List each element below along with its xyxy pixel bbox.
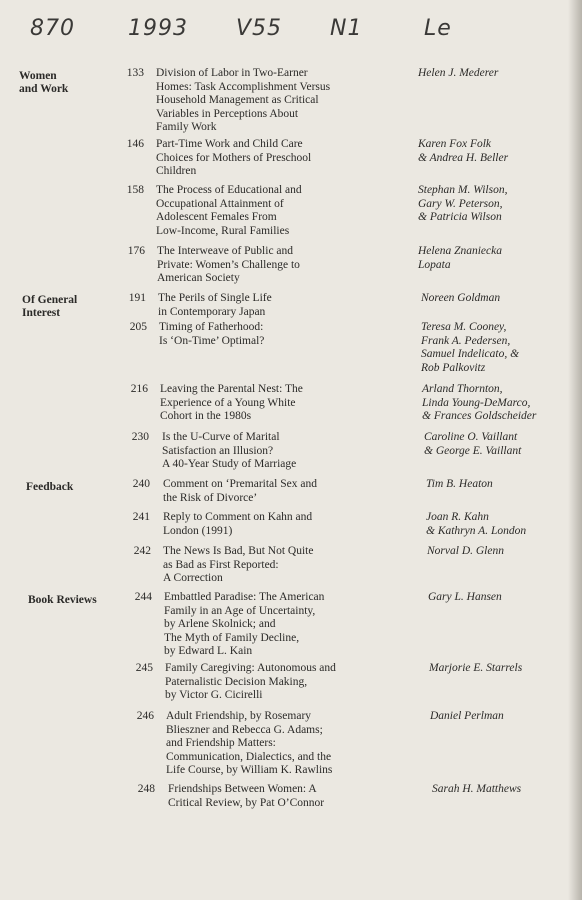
handwritten-note: V55: [236, 16, 283, 41]
author-line: Teresa M. Cooney,: [421, 321, 507, 333]
article-title: [165, 662, 405, 703]
article-title: [163, 545, 403, 586]
author-line: Gary L. Hansen: [428, 591, 502, 603]
author-line: Caroline O. Vaillant: [424, 431, 518, 443]
article-title: [159, 321, 399, 348]
author-line: Karen Fox Folk: [418, 138, 492, 150]
article-title-line: and Friendship Matters:: [166, 737, 276, 749]
article-title: [166, 710, 406, 778]
author-line: Norval D. Glenn: [427, 545, 504, 557]
page-number: 230: [131, 431, 149, 443]
article-title: [156, 138, 396, 179]
handwritten-note: N1: [330, 16, 363, 41]
article-authors: [432, 783, 521, 797]
section-heading: [26, 481, 73, 494]
article-title: [163, 511, 403, 538]
article-title: [162, 431, 402, 472]
article-title-line: Occupational Attainment of: [156, 197, 284, 210]
author-line: & Andrea H. Beller: [418, 151, 509, 164]
article-authors: [418, 184, 507, 225]
handwritten-note: 870: [30, 16, 75, 41]
article-title: [156, 67, 396, 135]
article-authors: [418, 138, 508, 165]
article-title-line: Life Course, by William K. Rawlins: [166, 764, 333, 776]
page-number: 191: [128, 292, 146, 304]
section-heading-line: Women: [19, 70, 57, 82]
page-number: 216: [130, 383, 148, 395]
article-authors: [426, 511, 526, 538]
article-title-line: Is ‘On-Time’ Optimal?: [159, 334, 265, 347]
article-authors: [430, 710, 504, 724]
article-title: [164, 591, 404, 659]
article-title-line: The News Is Bad, But Not Quite: [163, 545, 314, 557]
article-title-line: Choices for Mothers of Preschool: [156, 151, 312, 164]
article-title: [156, 184, 396, 238]
author-line: Daniel Perlman: [430, 710, 504, 722]
article-title-line: Children: [156, 165, 197, 177]
author-line: Joan R. Kahn: [426, 511, 489, 523]
article-title-line: Private: Women’s Challenge to: [157, 258, 300, 271]
author-line: & Frances Goldscheider: [422, 410, 537, 422]
article-authors: [422, 383, 536, 424]
section-heading-line: Book Reviews: [28, 594, 97, 606]
section-heading: [22, 294, 77, 320]
author-line: Helena Znaniecka: [418, 245, 502, 257]
article-title-line: Adolescent Females From: [156, 211, 277, 223]
article-title-line: by Victor G. Cicirelli: [165, 689, 263, 701]
article-title-line: Satisfaction an Illusion?: [162, 444, 274, 457]
page-number: 241: [132, 511, 150, 523]
article-title-line: Timing of Fatherhood:: [159, 321, 264, 333]
article-authors: [427, 545, 504, 559]
article-authors: [421, 321, 519, 375]
section-heading-line: Interest: [22, 307, 61, 319]
page-number: 240: [132, 478, 150, 490]
article-title-line: Household Management as Critical: [156, 94, 319, 106]
article-authors: [429, 662, 522, 676]
article-title-line: American Society: [157, 272, 240, 284]
article-authors: [428, 591, 502, 605]
article-title-line: Is the U-Curve of Marital: [162, 431, 280, 443]
article-title-line: The Process of Educational and: [156, 184, 302, 196]
author-line: Marjorie E. Starrels: [429, 662, 523, 674]
article-title-line: Homes: Task Accomplishment Versus: [156, 80, 331, 93]
page-number: 146: [126, 138, 144, 150]
page-number: 244: [134, 591, 152, 603]
article-title-line: by Edward L. Kain: [164, 645, 253, 657]
article-title-line: The Perils of Single Life: [158, 292, 272, 304]
article-title: [157, 245, 397, 286]
article-title-line: Embattled Paradise: The American: [164, 591, 325, 603]
article-title-line: Family Caregiving: Autonomous and: [165, 662, 336, 674]
article-title-line: Blieszner and Rebecca G. Adams;: [166, 723, 323, 736]
handwritten-call-number: [0, 6, 582, 46]
author-line: Sarah H. Matthews: [432, 783, 522, 795]
section-heading-line: Feedback: [26, 481, 74, 493]
page-edge-shadow: [568, 0, 582, 900]
author-line: Helen J. Mederer: [418, 67, 499, 79]
article-authors: [426, 478, 493, 492]
author-line: Linda Young-DeMarco,: [422, 396, 531, 409]
article-title-line: Leaving the Parental Nest: The: [160, 383, 303, 395]
author-line: Rob Palkovitz: [421, 361, 486, 374]
article-title-line: Communication, Dialectics, and the: [166, 750, 332, 763]
page-number: 176: [127, 245, 145, 257]
section-heading: [19, 70, 68, 96]
section-heading-line: Of General: [22, 294, 78, 306]
handwritten-note: 1993: [128, 16, 188, 41]
author-line: Stephan M. Wilson,: [418, 184, 508, 196]
article-title-line: A Correction: [163, 572, 223, 584]
article-authors: [418, 245, 502, 272]
author-line: Arland Thornton,: [422, 383, 503, 395]
article-title-line: London (1991): [163, 524, 233, 537]
author-line: Samuel Indelicato, &: [421, 348, 520, 360]
article-title-line: The Interweave of Public and: [157, 245, 294, 257]
article-title-line: Cohort in the 1980s: [160, 410, 252, 422]
article-title-line: Experience of a Young White: [160, 396, 296, 409]
article-title-line: Critical Review, by Pat O’Connor: [168, 796, 325, 809]
article-title-line: Friendships Between Women: A: [168, 783, 317, 795]
article-authors: [418, 67, 498, 81]
article-title-line: Family in an Age of Uncertainty,: [164, 604, 316, 617]
author-line: Noreen Goldman: [421, 292, 501, 304]
article-title-line: in Contemporary Japan: [158, 305, 266, 318]
article-title-line: Reply to Comment on Kahn and: [163, 511, 313, 523]
article-title-line: Variables in Perceptions About: [156, 107, 299, 120]
page-number: 205: [129, 321, 147, 333]
article-authors: [421, 292, 500, 306]
author-line: & George E. Vaillant: [424, 444, 522, 457]
page-number: 133: [126, 67, 144, 79]
page-number: 246: [136, 710, 154, 722]
author-line: Tim B. Heaton: [426, 478, 493, 490]
page-number: 248: [137, 783, 155, 795]
article-title: [158, 292, 398, 319]
article-title-line: as Bad as First Reported:: [163, 558, 279, 571]
article-authors: [424, 431, 521, 458]
article-title: [163, 478, 403, 505]
section-heading-line: and Work: [19, 83, 69, 95]
article-title-line: The Myth of Family Decline,: [164, 631, 300, 644]
article-title-line: Family Work: [156, 121, 217, 133]
page-number: 242: [133, 545, 151, 557]
author-line: Lopata: [418, 258, 451, 271]
article-title: [168, 783, 408, 810]
author-line: Gary W. Peterson,: [418, 197, 503, 210]
article-title-line: A 40-Year Study of Marriage: [162, 458, 297, 470]
article-title: [160, 383, 400, 424]
article-title-line: Adult Friendship, by Rosemary: [166, 710, 312, 722]
section-heading: [28, 594, 97, 607]
article-title-line: Comment on ‘Premarital Sex and: [163, 478, 317, 490]
author-line: & Kathryn A. London: [426, 524, 527, 537]
article-title-line: the Risk of Divorce’: [163, 491, 258, 504]
article-title-line: Division of Labor in Two-Earner: [156, 67, 308, 79]
article-title-line: Part-Time Work and Child Care: [156, 138, 303, 150]
article-title-line: Paternalistic Decision Making,: [165, 675, 308, 688]
handwritten-note: Le: [424, 16, 452, 41]
article-title-line: Low-Income, Rural Families: [156, 224, 290, 237]
page-number: 245: [135, 662, 153, 674]
author-line: Frank A. Pedersen,: [421, 334, 511, 347]
article-title-line: by Arlene Skolnick; and: [164, 618, 276, 630]
page-number: 158: [126, 184, 144, 196]
author-line: & Patricia Wilson: [418, 211, 502, 223]
